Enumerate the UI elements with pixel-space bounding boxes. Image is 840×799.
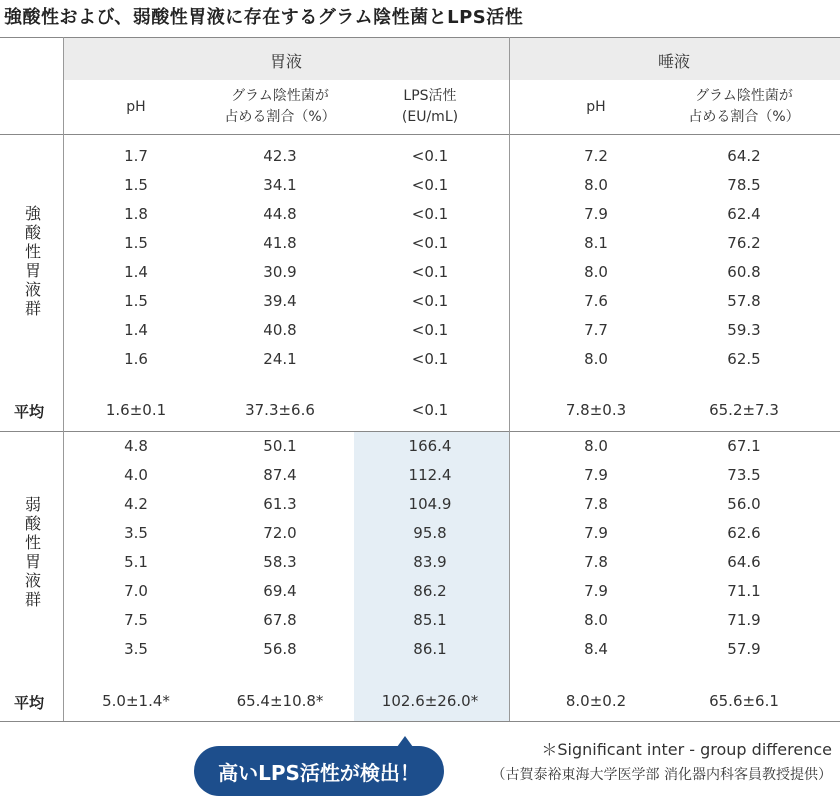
- group-label-strong-acid: 強 酸 性 胃 液 群: [24, 204, 41, 318]
- table-cell: 8.0: [584, 350, 608, 368]
- table-cell: 1.7: [124, 147, 148, 165]
- avg-cell: <0.1: [411, 401, 449, 419]
- table-cell: 1.4: [124, 263, 148, 281]
- table-cell: 7.9: [584, 205, 608, 223]
- table-cell: <0.1: [411, 263, 449, 281]
- table-cell: 72.0: [263, 524, 297, 542]
- avg-cell: 65.6±6.1: [709, 692, 779, 710]
- table-cell: 64.6: [727, 553, 761, 571]
- table-cell: <0.1: [411, 147, 449, 165]
- table-cell: 40.8: [263, 321, 297, 339]
- table-cell: 34.1: [263, 176, 297, 194]
- table-cell: 67.1: [727, 437, 761, 455]
- table-cell: <0.1: [411, 234, 449, 252]
- table-cell: 39.4: [263, 292, 297, 310]
- table-cell: 42.3: [263, 147, 297, 165]
- table-cell: <0.1: [411, 321, 449, 339]
- table-cell: 7.9: [584, 524, 608, 542]
- avg-cell: 1.6±0.1: [105, 401, 167, 419]
- table-cell: 1.5: [124, 176, 148, 194]
- table-cell: 56.8: [263, 640, 297, 658]
- group-header-gastric: 胃液: [269, 52, 303, 71]
- table-cell: 4.8: [124, 437, 148, 455]
- col-header-lps: LPS活性 (EU/mL): [401, 88, 459, 125]
- table-cell: 5.1: [124, 553, 148, 571]
- footnote: ＊Significant inter - group difference: [541, 740, 832, 759]
- table-cell: 7.9: [584, 582, 608, 600]
- table-cell: 8.0: [584, 263, 608, 281]
- table-cell: 1.8: [124, 205, 148, 223]
- col-header-gram-ratio: グラム陰性菌が 占める割合（%）: [224, 88, 336, 125]
- table-cell: 1.4: [124, 321, 148, 339]
- avg-cell: 65.4±10.8*: [236, 692, 324, 710]
- col-header-saliva-gram-ratio: グラム陰性菌が 占める割合（%）: [688, 88, 800, 125]
- table-cell: 57.8: [727, 292, 761, 310]
- table-cell: 62.4: [727, 205, 761, 223]
- table-cell: 58.3: [263, 553, 297, 571]
- table-cell: 7.5: [124, 611, 148, 629]
- table-cell: 60.8: [727, 263, 761, 281]
- avg-cell: 37.3±6.6: [245, 401, 315, 419]
- table-cell: 69.4: [263, 582, 297, 600]
- avg-label-weak: 平均: [14, 694, 45, 712]
- table-cell: 24.1: [263, 350, 297, 368]
- table-cell: 86.2: [413, 582, 447, 600]
- table-cell: 57.9: [727, 640, 761, 658]
- table-cell: 8.0: [584, 611, 608, 629]
- avg-label-strong: 平均: [14, 403, 45, 421]
- table-cell: <0.1: [411, 176, 449, 194]
- table-cell: 87.4: [263, 466, 297, 484]
- table-cell: <0.1: [411, 292, 449, 310]
- table-cell: 85.1: [413, 611, 447, 629]
- data-table: [0, 37, 840, 721]
- table-cell: 7.9: [584, 466, 608, 484]
- table-cell: 7.8: [584, 553, 608, 571]
- table-cell: 67.8: [263, 611, 297, 629]
- table-cell: 76.2: [727, 234, 761, 252]
- table-cell: <0.1: [411, 205, 449, 223]
- table-cell: 104.9: [408, 495, 452, 513]
- vrule-mid: [509, 37, 510, 721]
- avg-cell: 5.0±1.4*: [102, 692, 170, 710]
- table-cell: 71.1: [727, 582, 761, 600]
- table-cell: 1.5: [124, 234, 148, 252]
- group-header-saliva: 唾液: [657, 52, 691, 71]
- table-cell: 112.4: [408, 466, 452, 484]
- table-cell: 78.5: [727, 176, 761, 194]
- table-cell: 7.2: [584, 147, 608, 165]
- table-cell: 73.5: [727, 466, 761, 484]
- table-cell: <0.1: [411, 350, 449, 368]
- avg-cell: 8.0±0.2: [565, 692, 627, 710]
- credit: （古賀泰裕東海大学医学部 消化器内科客員教授提供）: [491, 767, 832, 783]
- table-cell: 3.5: [124, 640, 148, 658]
- table-cell: 7.8: [584, 495, 608, 513]
- table-cell: 59.3: [727, 321, 761, 339]
- callout-badge: 高いLPS活性が検出！: [194, 746, 444, 796]
- table-cell: 41.8: [263, 234, 297, 252]
- chart-title: 強酸性および、弱酸性胃液に存在するグラム陰性菌とLPS活性: [4, 7, 524, 28]
- table-cell: 83.9: [413, 553, 447, 571]
- table-cell: 62.6: [727, 524, 761, 542]
- table-cell: 56.0: [727, 495, 761, 513]
- col-header-saliva-ph: pH: [586, 99, 606, 115]
- avg-cell: 65.2±7.3: [709, 401, 779, 419]
- group-label-weak-acid: 弱 酸 性 胃 液 群: [24, 495, 41, 609]
- rule-header-bottom: [0, 134, 840, 135]
- table-cell: 166.4: [408, 437, 452, 455]
- avg-cell: 7.8±0.3: [565, 401, 627, 419]
- table-cell: 7.0: [124, 582, 148, 600]
- header-band: [63, 37, 840, 80]
- table-cell: 64.2: [727, 147, 761, 165]
- table-cell: 8.0: [584, 437, 608, 455]
- vrule-left: [63, 37, 64, 721]
- table-cell: 95.8: [413, 524, 447, 542]
- table-cell: 3.5: [124, 524, 148, 542]
- table-cell: 4.0: [124, 466, 148, 484]
- table-cell: 1.6: [124, 350, 148, 368]
- table-cell: 1.5: [124, 292, 148, 310]
- table-cell: 7.7: [584, 321, 608, 339]
- table-cell: 30.9: [263, 263, 297, 281]
- table-cell: 50.1: [263, 437, 297, 455]
- table-cell: 71.9: [727, 611, 761, 629]
- rule-bottom: [0, 721, 840, 722]
- table-cell: 61.3: [263, 495, 297, 513]
- avg-cell: 102.6±26.0*: [381, 692, 479, 710]
- table-cell: 8.0: [584, 176, 608, 194]
- table-cell: 86.1: [413, 640, 447, 658]
- rule-top: [0, 37, 840, 38]
- table-cell: 8.1: [584, 234, 608, 252]
- table-cell: 62.5: [727, 350, 761, 368]
- table-cell: 7.6: [584, 292, 608, 310]
- table-cell: 8.4: [584, 640, 608, 658]
- rule-group-divider: [0, 431, 840, 432]
- table-cell: 44.8: [263, 205, 297, 223]
- col-header-ph: pH: [126, 99, 146, 115]
- table-cell: 4.2: [124, 495, 148, 513]
